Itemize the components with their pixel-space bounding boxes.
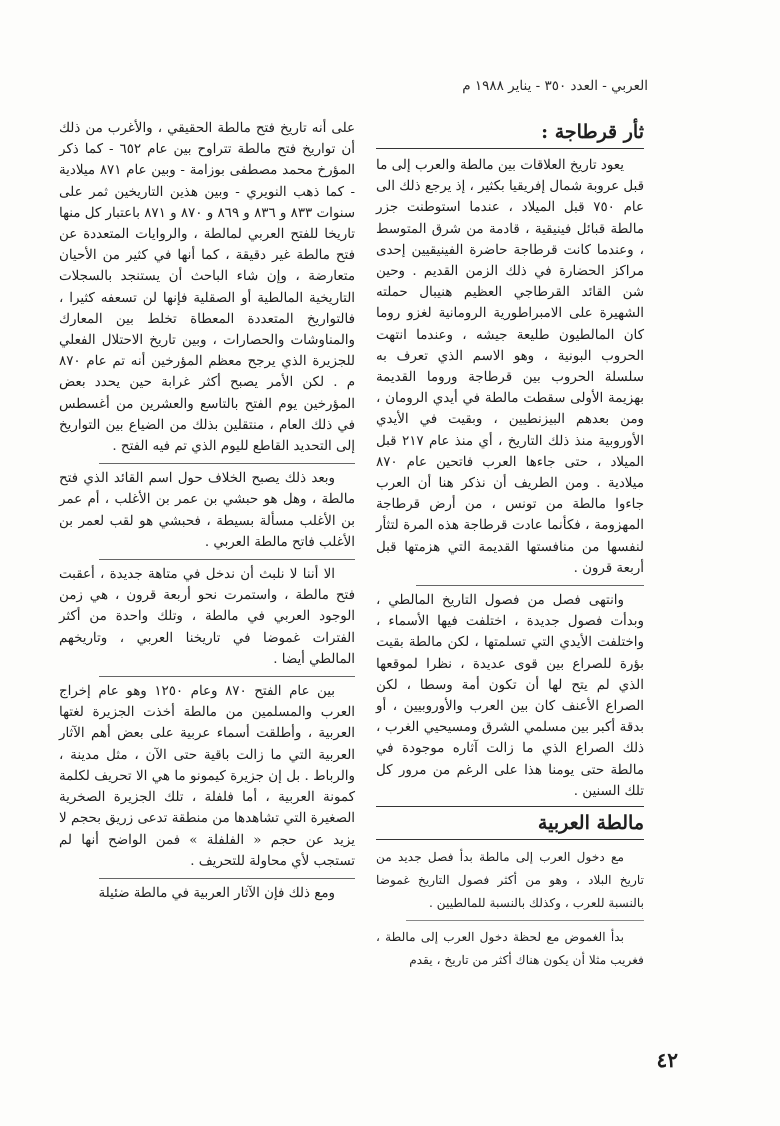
section-title-arab-malta: مالطة العربية: [376, 806, 644, 840]
running-header: العربي - العدد ٣٥٠ - يناير ١٩٨٨ م: [462, 78, 648, 94]
article-paragraph: بين عام الفتح ٨٧٠ وعام ١٢٥٠ وهو عام إخراج العرب والمسلمين من مالطة أخذت الجزيرة لغتها العربية ، وأطلقت أسماء عربية على بعض أهم الآثار العربية التي ما زالت باقية حتى الآن ، مثل مدينة ، والرباط . بل إن جزيرة كيمونو ما هي الا تحريف لكلمة كمونة العربية ، أما فلفلة ، تلك الجزيرة الصخرية الصغيرة التي تشاهدها من منطقة تدعى زريق بحجم لا يزيد عن حجم « الفلفلة » فمن الواضح أنها لم تستجب لأي محاولة للتحريف .: [59, 684, 355, 869]
article-paragraph: بدأ الغموض مع لحظة دخول العرب إلى مالطة ، فغريب مثلا أن يكون هناك أكثر من تاريخ ، يقدم: [376, 930, 644, 968]
left-column: [59, 118, 355, 904]
page-number: ٤٢: [656, 1048, 678, 1072]
article-paragraph: الا أننا لا نلبث أن ندخل في متاهة جديدة ، أعقبت فتح مالطة ، واستمرت نحو أربعة قرون ، هي زمن الوجود العربي في مالطة ، وتلك واحدة من أكثر الفترات غموضا في تاريخنا العربي ، وتاريخهم المالطي أيضا .: [59, 567, 355, 667]
right-column: [376, 118, 644, 972]
section-2-body: [376, 846, 644, 972]
article-paragraph: مع دخول العرب إلى مالطة بدأ فصل جديد من تاريخ البلاد ، وهو من أكثر فصول التاريخ غموضا بالنسبة للعرب ، وكذلك بالنسبة للمالطيين .: [376, 850, 644, 911]
paragraph-divider: [99, 676, 355, 677]
article-paragraph: يعود تاريخ العلاقات بين مالطة والعرب إلى ما قبل عروبة شمال إفريقيا بكثير ، إذ يرجع ذلك الى عام ٧٥٠ قبل الميلاد ، عندما استوطنت جزر مالطة قبائل فينيقية ، قادمة من شرق المتوسط ، وعندما كانت قرطاجة حاضرة الفينيقيين إحدى مراكز الحضارة في ذلك الزمن القديم . وحين شن القائد القرطاجي العظيم هنيبال حملته الشهيرة على الامبراطورية الرومانية لغزو روما كان المالطيون طليعة جيشه ، وعندما انتهت الحروب البونية ، وهو الاسم الذي تعرف به سلسلة الحروب بين قرطاجة وروما القديمة بهزيمة الأولى سقطت مالطة في أيدي الرومان ، ومن بعدهم البيزنطيين ، وبقيت في الأيدي الأوروبية منذ ذلك التاريخ ، أي منذ عام ٢١٧ قبل الميلاد ، حتى جاءها العرب فاتحين عام ٨٧٠ ميلادية . ومن الطريف أن نذكر هنا أن العرب جاءوا مالطة من تونس ، من أرض قرطاجة المهزومة ، فكأنما عادت قرطاجة هذه المرة لتثأر لنفسها من منافستها القديمة التي هزمتها قبل أربعة قرون .: [376, 158, 644, 576]
article-paragraph: ومع ذلك فإن الآثار العربية في مالطة ضئيلة: [98, 885, 335, 901]
paragraph-divider: [99, 559, 355, 560]
article-paragraph: على أنه تاريخ فتح مالطة الحقيقي ، والأغرب من ذلك أن تواريخ فتح مالطة تتراوح بين عام ٦٥٢ - كما ذكر المؤرخ محمد مصطفى بوزامة - وبين عام ٨٧١ ميلادية - كما ذهب النويري - وبين هذين التاريخين ثمر على سنوات ٨٣٣ و ٨٣٦ و ٨٦٩ و ٨٧٠ و ٨٧١ باعتبار كل منها تاريخا للفتح العربي لمالطة ، والروايات المتعددة عن فتح مالطة غير دقيقة ، كما أنها في كثير من الأحيان متعارضة ، وإن شاء الباحث أن يستنجد بالسجلات التاريخية المالطية أو الصقلية فإنها لن تسعفه كثيرا ، فالتواريخ المتعددة المعطاة تخلط بين المعارك والمناوشات والحصارات ، وبين تاريخ الاحتلال الفعلي للجزيرة الذي يرجح معظم المؤرخين أنه تم عام ٨٧٠ م . لكن الأمر يصبح أكثر غرابة حين يحدد بعض المؤرخين يوم الفتح بالتاسع والعشرين من أغسطس في ذلك العام ، منتقلين بذلك من الضياع بين التواريخ إلى التحديد القاطع لليوم الذي تم فيه الفتح .: [59, 121, 356, 455]
article-paragraph: وبعد ذلك يصبح الخلاف حول اسم القائد الذي فتح مالطة ، وهل هو حبشي بن عمر بن الأغلب ، أم عمر بن الأغلب مسألة بسيطة ، فحبشي هو لقب لعمر بن الأغلب فاتح مالطة العربي .: [59, 471, 355, 550]
paragraph-divider: [99, 878, 355, 879]
paragraph-divider: [99, 463, 355, 464]
paragraph-divider: [406, 920, 644, 921]
section-title-carthage-revenge: ثأر قرطاجة :: [376, 118, 644, 149]
paragraph-divider: [416, 585, 644, 586]
article-paragraph: وانتهى فصل من فصول التاريخ المالطي ، وبدأت فصول جديدة ، اختلفت فيها الأسماء ، واختلفت الأيدي التي تسلمتها ، لكن مالطة بقيت بؤرة للصراع بين قوى عديدة ، نظرا لموقعها الذي لم يتح لها أن تكون أمة وسطا ، لكن الصراع الأعنف كان بين العرب والأوروبيين ، أو بدقة أكبر بين مسلمي الشرق ومسيحيي الغرب ، ذلك الصراع الذي ما زالت آثاره موجودة في مالطة حتى يومنا هذا على الرغم من مرور كل تلك السنين .: [376, 593, 644, 799]
